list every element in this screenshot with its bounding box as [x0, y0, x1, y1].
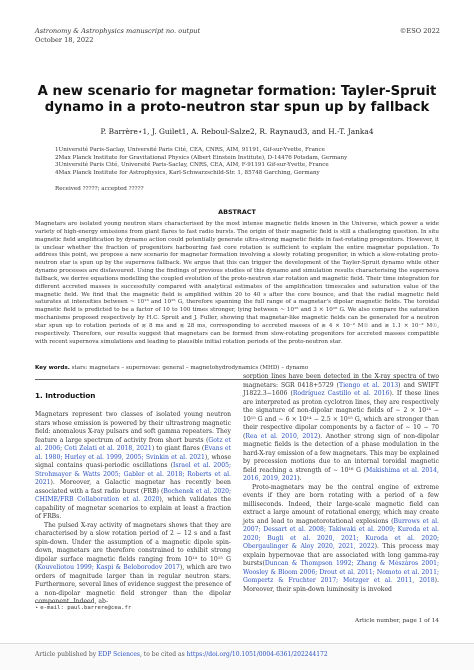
- section-heading: 1. Introduction: [35, 391, 96, 400]
- citation-link[interactable]: Rodríguez Castillo et al. 2016: [292, 390, 390, 397]
- keywords-label: Key words.: [35, 365, 70, 371]
- text-run: ), which validates the capability of magnetar scenarios to explain at least a fraction of FRBs.: [35, 496, 231, 520]
- affiliation-4: 4Max Planck Institute for Astrophysics, Karl-Schwarzschild-Str. 1, 85748 Garching, Germany: [55, 169, 320, 176]
- author-list: P. Barrère⁠⋆1, J. Guilet1, A. Reboul-Salze2, R. Raynaud3, and H.-T. Janka4: [100, 127, 374, 136]
- copyright: ©ESO 2022: [399, 27, 440, 35]
- citation-link[interactable]: Makishima et al. 2014, 2016, 2019, 2021: [243, 466, 439, 482]
- text-run: Proto-magnetars may be the central engine of extreme events if they are born rotating with a period of a few milliseconds. Indeed, their large-scale magnetic field can extract a large amount of rotational energy, which may create jets and lead to magnetorotational explosions (: [243, 483, 439, 525]
- affiliation-2: 2Max Planck Institute for Gravitational Physics (Albert Einstein Institute), D-14476 Potsdam, Germany: [55, 154, 348, 161]
- doi-link[interactable]: https://doi.org/10.1051/0004-6361/202244172: [186, 651, 328, 658]
- citation-link[interactable]: Evans et al. 1980; Hurley et al. 1999, 2005; Svinkin et al. 2021: [35, 445, 231, 461]
- citation-link[interactable]: Tiengo et al. 2013: [339, 381, 399, 389]
- paragraph: [35, 411, 231, 522]
- keywords-list: stars: magnetars – supernovae: general – magnetohydrodynamics (MHD) – dynamo: [71, 365, 309, 371]
- running-header: [35, 27, 200, 45]
- footnote-divider: [35, 602, 91, 603]
- text-run: ) and SWIFT J1822.3−1606 (: [243, 381, 439, 397]
- left-column: [35, 411, 231, 607]
- paragraph: [243, 373, 439, 484]
- text-run: Magnetars represent two classes of isolated young neutron stars whose emission is powered by their ultrastrong magnetic field: anomalous X-ray pulsars and soft gamma repeaters. They feature a large spectrum of activity from short bursts (: [35, 411, 231, 444]
- paragraph: [35, 522, 231, 607]
- email-address[interactable]: e-mail: paul.barrere@cea.fr: [40, 605, 132, 611]
- abstract-heading: ABSTRACT: [218, 208, 256, 216]
- citation-link[interactable]: Rea et al. 2010, 2012: [245, 432, 318, 440]
- text-run: ). If these lines are interpreted as proton cyclotron lines, they are respectively the signature of non-dipolar magnetic fields of ∼ 2 × 10¹⁴ − 10¹⁵ G and ∼ 6 × 10¹⁴ − 2.5 × 10¹⁵ G, which are stronger than their respective dipolar components by a factor of ∼ 10 − 70 (: [243, 390, 439, 440]
- abstract-text: Magnetars are isolated young neutron stars characterised by the most intense magnetic fields known in the Universe, which power a wide variety of high-energy emissions from giant flares to fast radio bursts. The origin of their magnetic field is still a challenging question. In situ magnetic field amplification by dynamo action could potentially generate ultra-strong magnetic fields in fast-rotating progenitors. However, it is unclear whether the fraction of progenitors harbouring fast core rotation is sufficient to explain the entire magnetar population. To address this point, we propose a new scenario for magnetar formation involving a slowly rotating progenitor, in which a slow-rotating proto-neutron star is spun up by the supernova fallback. We argue that this can trigger the development of the Tayler-Spruit dynamo while other dynamo processes are disfavoured. Using the findings of previous studies of this dynamo and simulation results characterising the supernova fallback, we derive equations modelling the coupled evolution of the proto-neutron star rotation and magnetic field. Their time integration for different accreted masses is successfully compared with analytical estimates of the amplification timescales and saturation value of the magnetic field. We find that the magnetic field is amplified within 20 to 40 s after the core bounce, and that the radial magnetic field saturates at intensities between ~ 10¹³ and 10¹⁵ G, therefore spanning the full range of a magnetar’s dipolar magnetic fields. The toroidal magnetic field is predicted to be a factor of 10 to 100 times stronger, lying between ~ 10¹⁵ and 3 × 10¹⁶ G. We also compare the saturation mechanisms proposed respectively by H.C. Spruit and J. Fuller, showing that magnetar-like magnetic fields can be generated for a neutron star spun up to rotation periods of ≲ 8 ms and ≲ 28 ms, corresponding to accreted masses of ≳ 4 × 10⁻² M☉ and ≳ 1.1 × 10⁻² M☉, respectively. Therefore, our results suggest that magnetars can be formed from slow-rotating progenitors for accreted masses compatible with recent supernova simulations and leading to plausible initial rotation periods of the proto-neutron star.: [35, 221, 439, 345]
- text-run: sorption lines have been detected in the X-ray spectra of two magnetars: SGR 0418+5729 (: [243, 373, 439, 389]
- date-line: October 18, 2022: [35, 36, 94, 44]
- citation-link[interactable]: Gotz et al. 2006; Coti Zelati et al. 2018, 2021: [35, 436, 231, 452]
- publisher-link[interactable]: EDP Sciences: [98, 651, 140, 658]
- text-run: The pulsed X-ray activity of magnetars shows that they are characterised by a slow rotation period of 2 − 12 s and a fast spin-down. Under the assumption of a magnetic dipole spin-down, magnetars are therefore constrained to exhibit strong dipolar surface magnetic fields ranging from 10¹⁴ to 10¹⁵ G (: [35, 521, 231, 571]
- text-run: ).: [297, 475, 302, 482]
- citation-link[interactable]: Israel et al. 2005; Strohmayer & Watts 2005; Gabler et al. 2018; Roberts et al. 2021: [35, 462, 231, 486]
- received-line: Received ?????; accepted ?????: [55, 186, 144, 192]
- footnote: ⋆ e-mail: paul.barrere@cea.fr: [35, 605, 132, 611]
- text-run: ), whose signal contains quasi-periodic oscillations (: [35, 453, 231, 469]
- citation-link[interactable]: Kouveliotou 1999; Kaspi & Beloborodov 2017: [37, 564, 180, 571]
- paragraph: [243, 484, 439, 595]
- text-run: ). Another strong sign of non-dipolar magnetic fields is the detection of a phase modulation in the hard-X-ray emission of a few magnetars. This may be explained by precession motions due to an internal toroidal magnetic field reaching a strength of ∼ 10¹⁶ G (: [243, 432, 439, 474]
- affiliation-3: 3Université Paris Cité, Université Paris-Saclay, CNRS, CEA, AIM, F-91191 Gif-sur-Yvette, France: [55, 162, 329, 169]
- journal-line: Astronomy & Astrophysics manuscript no. output: [35, 27, 201, 35]
- citation-link[interactable]: Duncan & Thompson 1992; Zhang & Mészáros 2001; Woosley & Bloom 2006; Drout et al. 2011; Nomoto et al. 2011; Gompertz & Fruchter 2017; Metzger et al. 2011, 2018: [243, 560, 439, 584]
- paper-title: A new scenario for magnetar formation: Tayler-Spruit dynamo in a proto-neutron star spun up by fallback: [37, 84, 437, 115]
- text-run: Article published by: [35, 651, 99, 658]
- page-number: Article number, page 1 of 14: [355, 618, 439, 624]
- text-run: ). This process may explain hypernovae that are associated with long gamma-ray bursts(: [243, 543, 439, 567]
- text-run: ). Moreover, a Galactic magnetar has recently been associated with a fast radio burst (FRB) (: [35, 479, 231, 495]
- text-run: ) to giant flares (: [151, 445, 205, 452]
- text-run: ). Moreover, their spin-down luminosity is invoked: [243, 577, 439, 593]
- keywords: [35, 365, 439, 373]
- text-run: , to be cited as: [139, 651, 187, 658]
- text-run: ), which are two orders of magnitude larger than in regular neutron stars. Furthermore, several lines of evidence suggest the presence of a non-dipolar magnetic field stronger than the dipolar component. Indeed, ab-: [35, 564, 231, 605]
- right-column: [243, 373, 439, 594]
- citation-link[interactable]: Bochenek et al. 2020; CHIME/FRB Collaboration et al. 2020: [35, 487, 232, 503]
- affiliation-1: 1Université Paris-Saclay, Université Paris Cité, CEA, CNRS, AIM, 91191, Gif-sur-Yvette, France: [55, 147, 325, 153]
- citation-link[interactable]: Burrows et al. 2007; Dessart et al. 2008; Takiwaki et al. 2009; Kuroda et al. 2020; Bugli et al. 2020, 2021; Kuroda et al. 2020; Obergaulinger & Aloy 2020, 2021, 2022: [243, 517, 439, 550]
- affiliations: [55, 147, 347, 177]
- publisher-notice: [35, 651, 328, 658]
